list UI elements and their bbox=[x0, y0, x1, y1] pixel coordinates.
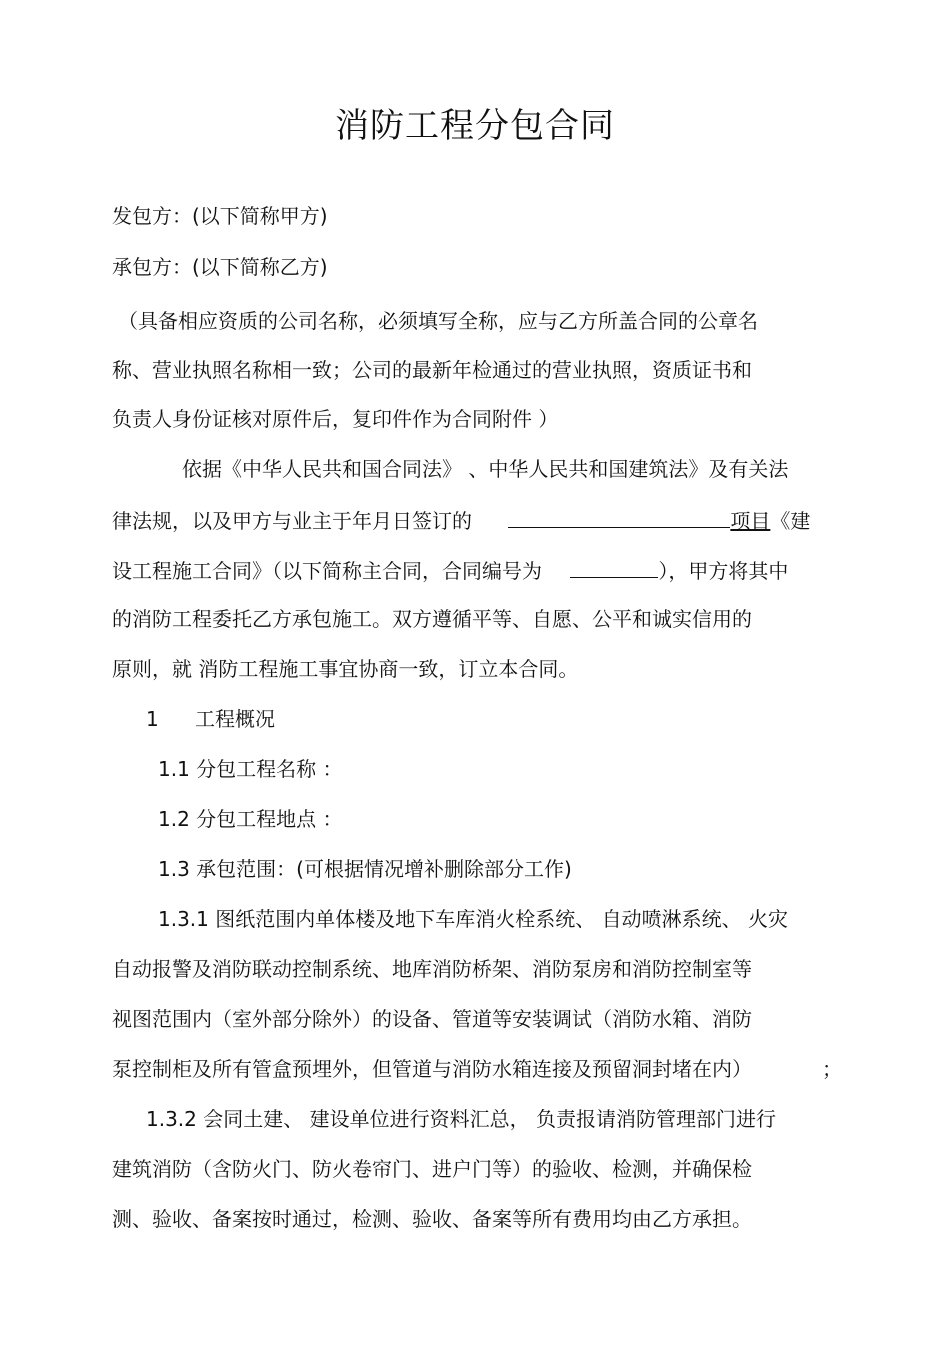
item-1-1: 1.1 分包工程名称 ： bbox=[158, 757, 343, 781]
project-label: 项目 bbox=[730, 509, 771, 533]
paragraph-line-2-text: 律法规，以及甲方与业主于年月日签订的 bbox=[112, 509, 472, 533]
item-1-3-1-line-1: 1.3.1 图纸范围内单体楼及地下车库消火栓系统、 自动喷淋系统、 火灾 bbox=[158, 907, 788, 931]
item-1-3-1-line-3: 视图范围内（室外部分除外）的设备、管道等安装调试（消防水箱、消防 bbox=[112, 1007, 752, 1031]
issuer-line: 发包方：(以下简称甲方) bbox=[112, 204, 328, 228]
paragraph-line-2 bbox=[112, 505, 810, 535]
item-1-3-1-line-4: 泵控制柜及所有管盒预埋外，但管道与消防水箱连接及预留洞封堵在内） bbox=[112, 1057, 752, 1081]
item-1-3-1-semicolon: ； bbox=[822, 1057, 842, 1081]
note-line-1: （具备相应资质的公司名称，必须填写全称，应与乙方所盖合同的公章名 bbox=[118, 309, 758, 333]
item-1-2: 1.2 分包工程地点 ： bbox=[158, 807, 343, 831]
item-1-3-2-line-1: 1.3.2 会同土建、 建设单位进行资料汇总， 负责报请消防管理部门进行 bbox=[146, 1107, 776, 1131]
paragraph-line-5: 原则，就 消防工程施工事宜协商一致，订立本合同。 bbox=[112, 657, 579, 681]
note-line-2: 称、营业执照名称相一致；公司的最新年检通过的营业执照，资质证书和 bbox=[112, 358, 752, 382]
section-1-heading: 工程概况 bbox=[195, 707, 275, 731]
paragraph-line-2-end: 《建 bbox=[770, 509, 811, 533]
note-line-3: 负责人身份证核对原件后，复印件作为合同附件 ） bbox=[112, 407, 559, 431]
contractor-line: 承包方：(以下简称乙方) bbox=[112, 255, 328, 279]
paragraph-line-1: 依据《中华人民共和国合同法》 、中华人民共和国建筑法》及有关法 bbox=[182, 457, 789, 481]
paragraph-line-3-text: 设工程施工合同》（以下简称主合同，合同编号为 bbox=[112, 559, 542, 583]
contract-number-blank bbox=[570, 555, 658, 578]
item-1-3-2-line-2: 建筑消防（含防火门、防火卷帘门、进户门等）的验收、检测，并确保检 bbox=[112, 1157, 752, 1181]
project-name-blank bbox=[508, 505, 730, 528]
paragraph-line-4: 的消防工程委托乙方承包施工。双方遵循平等、自愿、公平和诚实信用的 bbox=[112, 607, 752, 631]
paragraph-line-3 bbox=[112, 555, 788, 585]
paragraph-line-3-end: ），甲方将其中 bbox=[658, 559, 789, 583]
item-1-3: 1.3 承包范围：(可根据情况增补删除部分工作) bbox=[158, 857, 572, 881]
item-1-3-2-line-3: 测、验收、备案按时通过，检测、验收、备案等所有费用均由乙方承担。 bbox=[112, 1207, 752, 1231]
item-1-3-1-line-2: 自动报警及消防联动控制系统、地库消防桥架、消防泵房和消防控制室等 bbox=[112, 957, 752, 981]
document-title: 消防工程分包合同 bbox=[335, 106, 615, 146]
section-1-number: 1 bbox=[146, 707, 159, 731]
